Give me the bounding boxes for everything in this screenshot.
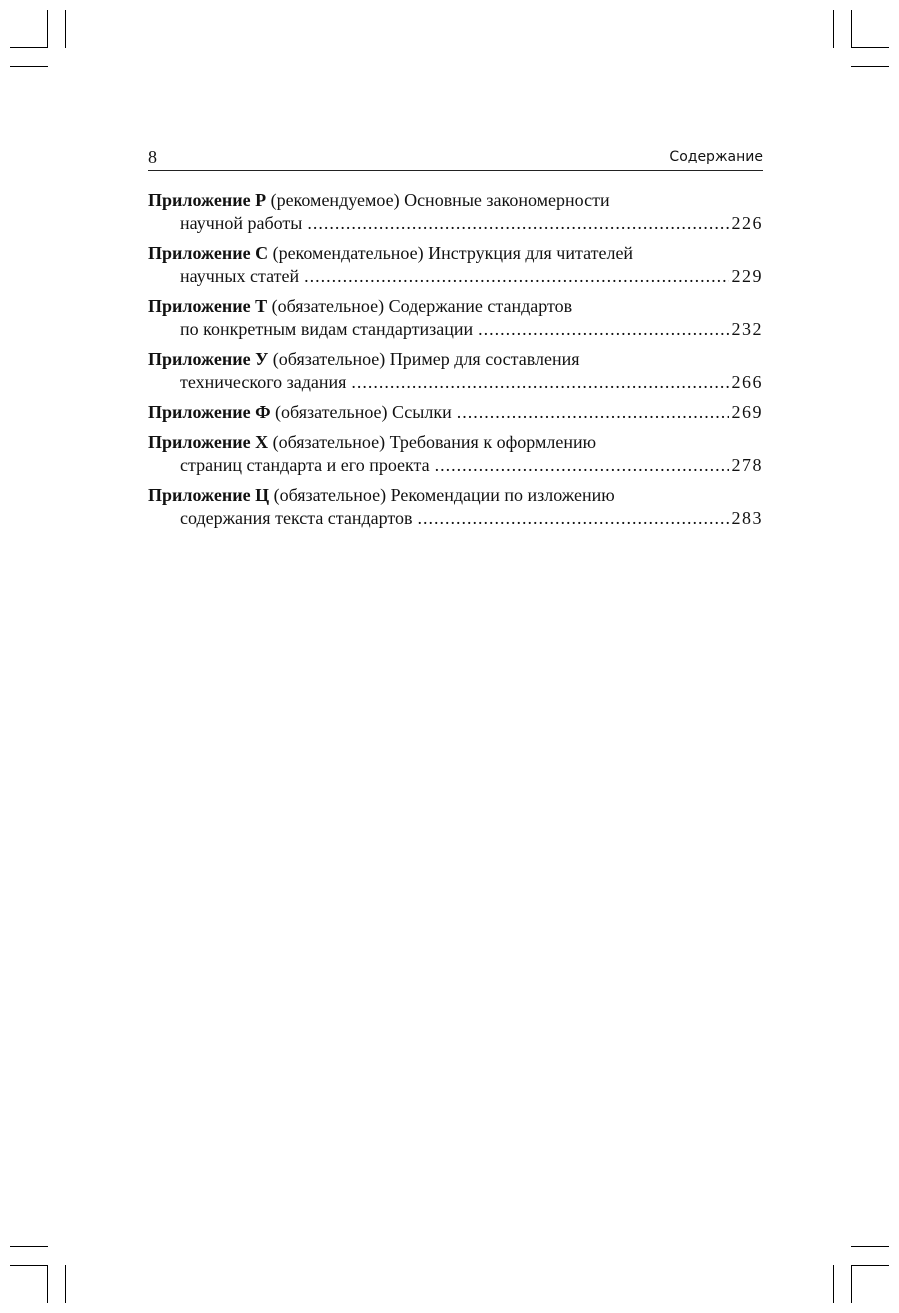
toc-entry-appendix-r[interactable]	[148, 189, 763, 235]
toc-entry-line	[148, 348, 763, 371]
toc-entry-title-continued: научных статей	[180, 266, 300, 286]
toc-entry-line	[148, 265, 763, 288]
toc-entry-line	[148, 242, 763, 265]
toc-entry-line	[148, 484, 763, 507]
dot-leader	[307, 212, 728, 235]
toc-entry-appendix-kh[interactable]	[148, 431, 763, 477]
toc-entry-title-continued: страниц стандарта и его проекта	[180, 455, 430, 475]
crop-mark	[851, 1246, 889, 1247]
toc-entry-title: (обязательное) Рекомендации по изложению	[269, 485, 615, 505]
toc-entry-title: (обязательное) Ссылки	[270, 402, 452, 422]
crop-mark	[851, 1265, 889, 1266]
toc-entry-line	[148, 212, 763, 235]
crop-mark	[10, 47, 48, 48]
toc-entry-appendix-f[interactable]	[148, 401, 763, 424]
crop-mark	[47, 10, 48, 48]
toc-entry-appendix-u[interactable]	[148, 348, 763, 394]
dot-leader	[418, 507, 729, 530]
page-number: 8	[148, 147, 157, 167]
toc-entry-title-continued: научной работы	[180, 213, 303, 233]
toc-entry-line	[148, 454, 763, 477]
toc-page-number: 269	[731, 402, 763, 422]
dot-leader	[435, 454, 729, 477]
toc-page-number: 283	[731, 508, 763, 528]
toc-entry-line	[148, 189, 763, 212]
toc-entry-title-continued: технического задания	[180, 372, 347, 392]
dot-leader	[304, 265, 728, 288]
toc-entry-line	[148, 318, 763, 341]
toc-entry-line	[148, 507, 763, 530]
toc-entry-title: (обязательное) Пример для составления	[268, 349, 580, 369]
crop-mark	[10, 1246, 48, 1247]
toc-entry-line	[148, 295, 763, 318]
toc-entry-label: Приложение Т	[148, 296, 268, 316]
crop-mark	[851, 66, 889, 67]
toc-entry-appendix-ts[interactable]	[148, 484, 763, 530]
toc-entry-label: Приложение Р	[148, 190, 267, 210]
crop-mark	[833, 10, 834, 48]
dot-leader	[478, 318, 728, 341]
toc-entry-title: (рекомендательное) Инструкция для читателей	[268, 243, 634, 263]
crop-mark	[833, 1265, 834, 1303]
toc-entry-appendix-t[interactable]	[148, 295, 763, 341]
crop-mark	[851, 10, 852, 48]
toc-entry-label: Приложение Х	[148, 432, 269, 452]
crop-mark	[10, 66, 48, 67]
dot-leader	[351, 371, 728, 394]
toc-entry-title-continued: содержания текста стандартов	[180, 508, 413, 528]
toc-entry-title-continued: по конкретным видам стандартизации	[180, 319, 474, 339]
toc-entry-heading	[148, 401, 452, 424]
toc-entry-label: Приложение У	[148, 349, 269, 369]
running-title: Содержание	[669, 149, 763, 165]
toc-page-number: 229	[731, 266, 763, 286]
crop-mark	[10, 1265, 48, 1266]
toc-entry-label: Приложение Ф	[148, 402, 271, 422]
toc-entry-label: Приложение С	[148, 243, 269, 263]
toc-page-number: 266	[731, 372, 763, 392]
toc-entry-label: Приложение Ц	[148, 485, 270, 505]
toc-page-number: 278	[731, 455, 763, 475]
toc-entry-title: (рекомендуемое) Основные закономерности	[266, 190, 610, 210]
toc-page-number: 232	[731, 319, 763, 339]
toc-entry-title: (обязательное) Содержание стандартов	[267, 296, 573, 316]
crop-mark	[65, 10, 66, 48]
toc-entry-line	[148, 431, 763, 454]
toc-page-number: 226	[731, 213, 763, 233]
crop-mark	[851, 47, 889, 48]
dot-leader	[457, 401, 729, 424]
crop-mark	[65, 1265, 66, 1303]
toc-entry-line	[148, 401, 763, 424]
toc-entry-title: (обязательное) Требования к оформлению	[268, 432, 597, 452]
crop-mark	[47, 1265, 48, 1303]
page-header	[148, 146, 763, 171]
table-of-contents	[148, 189, 763, 537]
toc-entry-appendix-s[interactable]	[148, 242, 763, 288]
toc-entry-line	[148, 371, 763, 394]
crop-mark	[851, 1265, 852, 1303]
